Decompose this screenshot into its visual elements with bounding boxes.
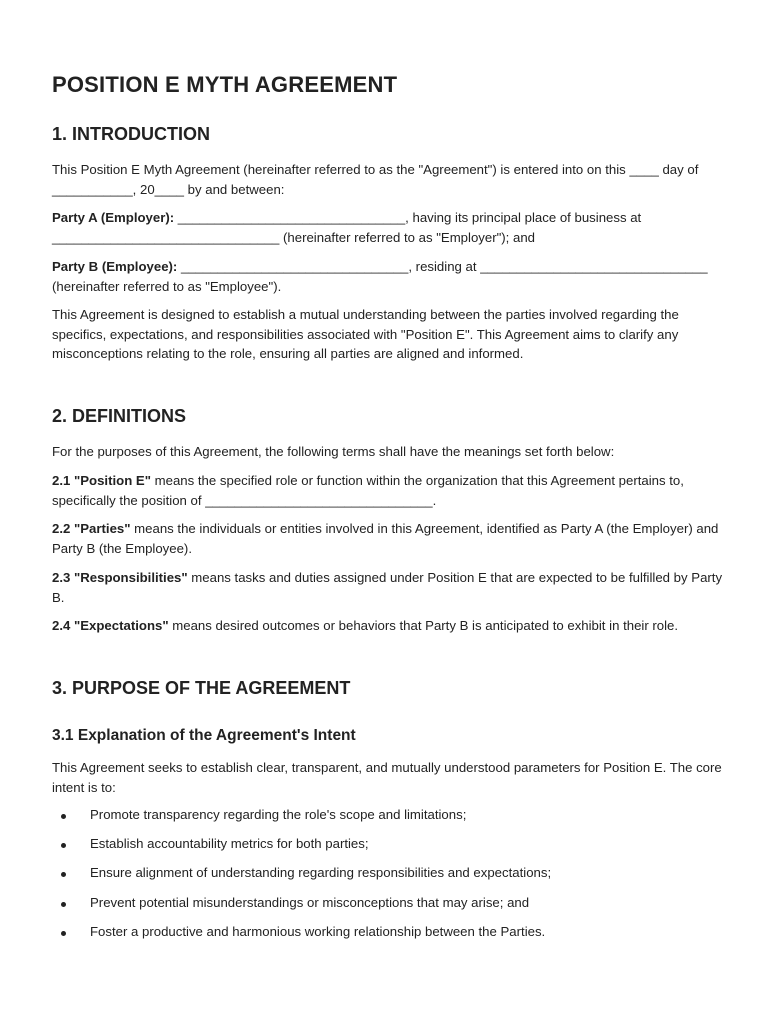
list-item [52, 893, 732, 922]
list-item-text: Foster a productive and harmonious working relationship between the Parties. [90, 923, 546, 939]
subsection-heading-intent: 3.1 Explanation of the Agreement's Intent [52, 727, 356, 744]
bullet-icon [61, 931, 66, 936]
bullet-icon [61, 843, 66, 848]
party-b-text: _______________________________, residing at _______________________________ (hereinafter referred to as "Employee"). [52, 259, 708, 294]
definitions-intro: For the purposes of this Agreement, the following terms shall have the meanings set forth below: [52, 444, 615, 459]
document-title: POSITION E MYTH AGREEMENT [52, 72, 398, 97]
list-item [52, 922, 732, 951]
intent-paragraph: This Agreement seeks to establish clear, transparent, and mutually understood parameters for Position E. The core intent is to: [52, 760, 722, 795]
list-item [52, 834, 732, 863]
definition-position-e [52, 471, 727, 510]
list-item-text: Promote transparency regarding the role's scope and limitations; [90, 807, 467, 822]
bullet-icon [61, 872, 66, 877]
purpose-paragraph: This Agreement is designed to establish a mutual understanding between the parties involved regarding the specifics, expectations, and responsibilities associated with "Position E". This Agreement aims to clarify any misconceptions relating to the role, ensuring all parties are aligned and informed. [52, 307, 679, 361]
section-heading-purpose: 3. PURPOSE OF THE AGREEMENT [52, 678, 351, 698]
party-a-paragraph [52, 208, 727, 247]
intro-paragraph: This Position E Myth Agreement (hereinafter referred to as the "Agreement") is entered into on this ____ day of ___________, 20____ by and between: [52, 162, 699, 197]
intent-bullet-list [52, 805, 732, 951]
bullet-icon [61, 814, 66, 819]
definition-term: 2.3 "Responsibilities" [52, 570, 188, 585]
definition-text: means desired outcomes or behaviors that Party B is anticipated to exhibit in their role. [168, 618, 679, 633]
party-a-label: Party A (Employer): [52, 210, 175, 225]
list-item-text: Prevent potential misunderstandings or misconceptions that may arise; and [90, 894, 530, 910]
list-item [52, 805, 732, 834]
definition-parties [52, 519, 727, 558]
party-b-paragraph [52, 257, 727, 296]
definition-text: means the specified role or function within the organization that this Agreement pertains to, specifically the position of _______________________________. [52, 473, 684, 508]
definition-text: means the individuals or entities involved in this Agreement, identified as Party A (the Employer) and Party B (the Employee). [52, 521, 719, 556]
bullet-icon [61, 902, 66, 907]
definition-term: 2.4 "Expectations" [52, 618, 169, 633]
section-heading-introduction: 1. INTRODUCTION [52, 124, 211, 144]
definition-text: means tasks and duties assigned under Position E that are expected to be fulfilled by Party B. [52, 570, 723, 605]
section-heading-definitions: 2. DEFINITIONS [52, 406, 187, 426]
list-item-text: Establish accountability metrics for both parties; [90, 836, 369, 852]
list-item-text: Ensure alignment of understanding regarding responsibilities and expectations; [90, 865, 552, 881]
party-a-text: _______________________________, having its principal place of business at _______________________________ (hereinafter referred to as "Employer"); and [52, 210, 642, 245]
definition-expectations [52, 616, 727, 636]
list-item [52, 863, 732, 892]
definition-term: 2.1 "Position E" [52, 473, 151, 488]
party-b-label: Party B (Employee): [52, 259, 178, 274]
definition-responsibilities [52, 568, 727, 607]
definition-term: 2.2 "Parties" [52, 521, 131, 536]
